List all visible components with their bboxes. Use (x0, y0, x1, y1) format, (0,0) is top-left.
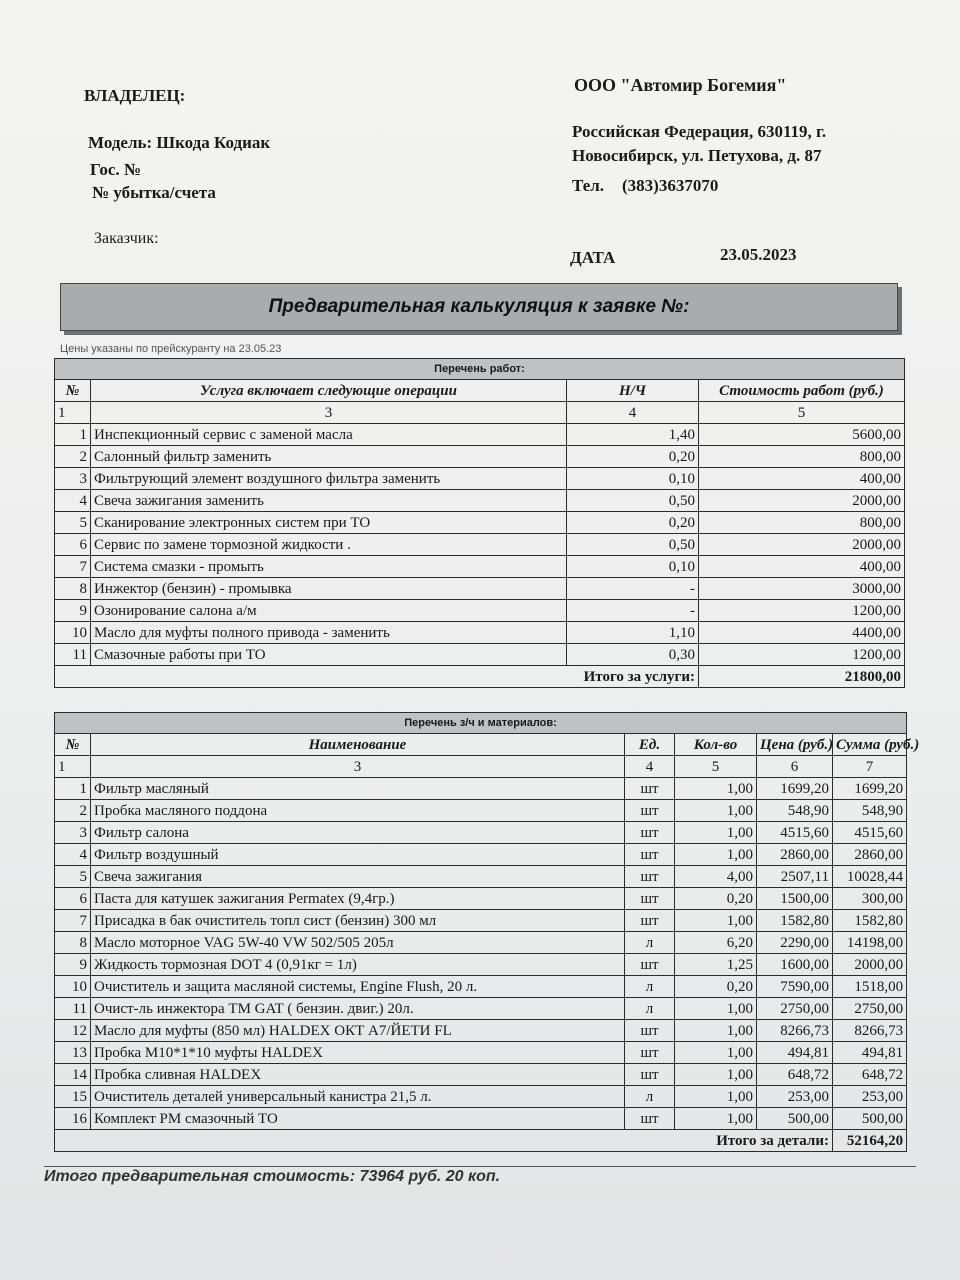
row-number: 9 (55, 600, 91, 622)
part-name: Пробка сливная HALDEX (91, 1064, 625, 1086)
parts-row (55, 822, 907, 844)
unit: шт (625, 910, 675, 932)
row-number: 12 (55, 1020, 91, 1042)
grand-total: Итого предварительная стоимость: 73964 руб. 20 коп. (44, 1168, 501, 1185)
quantity: 1,00 (675, 844, 757, 866)
unit-price: 2750,00 (757, 998, 833, 1020)
row-number: 8 (55, 578, 91, 600)
company-phone-label: Тел. (572, 176, 605, 195)
quantity: 1,00 (675, 910, 757, 932)
parts-row (55, 778, 907, 800)
operation-name: Сканирование электронных систем при ТО (91, 512, 567, 534)
norm-hours: 0,20 (567, 512, 699, 534)
operation-name: Инспекционный сервис с заменой масла (91, 424, 567, 446)
unit: шт (625, 1020, 675, 1042)
parts-row (55, 1064, 907, 1086)
works-row (55, 556, 905, 578)
quantity: 1,00 (675, 1064, 757, 1086)
parts-row (55, 976, 907, 998)
row-number: 6 (55, 888, 91, 910)
operation-name: Фильтрующий элемент воздушного фильтра заменить (91, 468, 567, 490)
line-sum: 10028,44 (833, 866, 907, 888)
document-title-banner (60, 283, 898, 331)
unit-price: 4515,60 (757, 822, 833, 844)
car-model: Модель: Шкода Кодиак (88, 133, 271, 152)
quantity: 0,20 (675, 976, 757, 998)
unit: шт (625, 800, 675, 822)
line-sum: 2860,00 (833, 844, 907, 866)
row-number: 13 (55, 1042, 91, 1064)
unit-price: 500,00 (757, 1108, 833, 1130)
norm-hours: 0,20 (567, 446, 699, 468)
parts-row (55, 932, 907, 954)
parts-index-cell: 6 (757, 756, 833, 778)
works-total-label: Итого за услуги: (55, 666, 699, 688)
unit: л (625, 976, 675, 998)
work-cost: 1200,00 (699, 644, 905, 666)
operation-name: Сервис по замене тормозной жидкости . (91, 534, 567, 556)
works-index-cell: 5 (699, 402, 905, 424)
parts-row (55, 910, 907, 932)
works-index-cell: 3 (91, 402, 567, 424)
works-caption: Перечень работ: (55, 359, 905, 380)
works-header-no: № (55, 380, 91, 402)
price-note: Цены указаны по прейскуранту на 23.05.23 (60, 343, 282, 355)
document-title: Предварительная калькуляция к заявке №: (268, 296, 690, 317)
row-number: 4 (55, 490, 91, 512)
parts-row (55, 800, 907, 822)
work-cost: 400,00 (699, 468, 905, 490)
work-cost: 800,00 (699, 446, 905, 468)
part-name: Фильтр салона (91, 822, 625, 844)
works-row (55, 490, 905, 512)
quantity: 1,00 (675, 822, 757, 844)
parts-index-cell: 3 (91, 756, 625, 778)
works-total-value: 21800,00 (699, 666, 905, 688)
part-name: Свеча зажигания (91, 866, 625, 888)
works-row (55, 424, 905, 446)
parts-table (54, 712, 920, 1152)
part-name: Фильтр масляный (91, 778, 625, 800)
unit-price: 2290,00 (757, 932, 833, 954)
parts-index-cell: 4 (625, 756, 675, 778)
row-number: 10 (55, 622, 91, 644)
unit-price: 7590,00 (757, 976, 833, 998)
works-row (55, 534, 905, 556)
unit-price: 2507,11 (757, 866, 833, 888)
row-number: 2 (55, 800, 91, 822)
parts-index-row (55, 756, 907, 778)
part-name: Масло моторное VAG 5W-40 VW 502/505 205л (91, 932, 625, 954)
parts-caption: Перечень з/ч и материалов: (55, 713, 907, 734)
operation-name: Салонный фильтр заменить (91, 446, 567, 468)
part-name: Очист-ль инжектора TM GAT ( бензин. двиг.) 20л. (91, 998, 625, 1020)
row-number: 5 (55, 866, 91, 888)
unit-price: 1600,00 (757, 954, 833, 976)
parts-total-row (55, 1130, 907, 1152)
parts-header-qty: Кол-во (675, 734, 757, 756)
parts-total-label: Итого за детали: (55, 1130, 833, 1152)
company-name: ООО "Автомир Богемия" (574, 75, 787, 95)
line-sum: 1699,20 (833, 778, 907, 800)
quantity: 4,00 (675, 866, 757, 888)
norm-hours: 1,10 (567, 622, 699, 644)
row-number: 3 (55, 468, 91, 490)
works-caption-row (55, 359, 905, 380)
parts-row (55, 1086, 907, 1108)
works-row (55, 644, 905, 666)
parts-header-unit: Ед. (625, 734, 675, 756)
parts-index-cell: 7 (833, 756, 907, 778)
unit: л (625, 932, 675, 954)
row-number: 1 (55, 424, 91, 446)
quantity: 1,00 (675, 1042, 757, 1064)
part-name: Жидкость тормозная DOT 4 (0,91кг = 1л) (91, 954, 625, 976)
part-name: Фильтр воздушный (91, 844, 625, 866)
row-number: 11 (55, 998, 91, 1020)
part-name: Паста для катушек зажигания Permatex (9,4гр.) (91, 888, 625, 910)
quantity: 1,00 (675, 1108, 757, 1130)
unit-price: 253,00 (757, 1086, 833, 1108)
part-name: Очиститель и защита масляной системы, Engine Flush, 20 л. (91, 976, 625, 998)
parts-row (55, 1020, 907, 1042)
part-name: Комплект РМ смазочный ТО (91, 1108, 625, 1130)
line-sum: 1518,00 (833, 976, 907, 998)
unit: шт (625, 822, 675, 844)
norm-hours: 0,50 (567, 490, 699, 512)
works-header-operation: Услуга включает следующие операции (91, 380, 567, 402)
norm-hours: 0,10 (567, 556, 699, 578)
operation-name: Смазочные работы при ТО (91, 644, 567, 666)
quantity: 1,25 (675, 954, 757, 976)
norm-hours: 0,10 (567, 468, 699, 490)
quantity: 0,20 (675, 888, 757, 910)
unit-price: 1582,80 (757, 910, 833, 932)
norm-hours: 0,30 (567, 644, 699, 666)
quantity: 1,00 (675, 998, 757, 1020)
operation-name: Система смазки - промыть (91, 556, 567, 578)
parts-row (55, 998, 907, 1020)
operation-name: Озонирование салона а/м (91, 600, 567, 622)
unit: шт (625, 778, 675, 800)
works-row (55, 468, 905, 490)
row-number: 6 (55, 534, 91, 556)
unit-price: 1500,00 (757, 888, 833, 910)
unit: шт (625, 866, 675, 888)
registration-number-label: Гос. № (90, 160, 141, 179)
part-name: Очиститель деталей универсальный канистра 21,5 л. (91, 1086, 625, 1108)
customer-label: Заказчик: (94, 230, 159, 247)
row-number: 7 (55, 556, 91, 578)
line-sum: 648,72 (833, 1064, 907, 1086)
unit: л (625, 998, 675, 1020)
date-label: ДАТА (570, 248, 616, 267)
works-row (55, 512, 905, 534)
company-phone: (383)3637070 (622, 176, 719, 195)
parts-header-no: № (55, 734, 91, 756)
line-sum: 1582,80 (833, 910, 907, 932)
unit: шт (625, 1064, 675, 1086)
norm-hours: 0,50 (567, 534, 699, 556)
part-name: Присадка в бак очиститель топл сист (бензин) 300 мл (91, 910, 625, 932)
work-cost: 800,00 (699, 512, 905, 534)
unit-price: 8266,73 (757, 1020, 833, 1042)
parts-total-value: 52164,20 (833, 1130, 907, 1152)
parts-row (55, 888, 907, 910)
parts-header-sum: Сумма (руб.) (833, 734, 907, 756)
unit: шт (625, 954, 675, 976)
line-sum: 500,00 (833, 1108, 907, 1130)
quantity: 1,00 (675, 1086, 757, 1108)
works-index-cell: 1 (55, 402, 91, 424)
row-number: 11 (55, 644, 91, 666)
parts-index-cell: 1 (55, 756, 91, 778)
owner-label: ВЛАДЕЛЕЦ: (84, 86, 186, 105)
quantity: 1,00 (675, 1020, 757, 1042)
row-number: 7 (55, 910, 91, 932)
parts-index-cell: 5 (675, 756, 757, 778)
operation-name: Инжектор (бензин) - промывка (91, 578, 567, 600)
row-number: 8 (55, 932, 91, 954)
document-date: 23.05.2023 (720, 245, 797, 264)
work-cost: 2000,00 (699, 490, 905, 512)
line-sum: 8266,73 (833, 1020, 907, 1042)
works-table (54, 358, 905, 688)
norm-hours: - (567, 600, 699, 622)
works-header-cost: Стоимость работ (руб.) (699, 380, 905, 402)
line-sum: 2000,00 (833, 954, 907, 976)
works-row (55, 622, 905, 644)
line-sum: 14198,00 (833, 932, 907, 954)
parts-row (55, 866, 907, 888)
part-name: Масло для муфты (850 мл) HALDEX ОКТ А7/ЙЕТИ FL (91, 1020, 625, 1042)
row-number: 1 (55, 778, 91, 800)
norm-hours: - (567, 578, 699, 600)
unit-price: 1699,20 (757, 778, 833, 800)
line-sum: 494,81 (833, 1042, 907, 1064)
works-index-cell: 4 (567, 402, 699, 424)
company-address-line1: Российская Федерация, 630119, г. (572, 122, 827, 141)
works-header-hours: Н/Ч (567, 380, 699, 402)
works-row (55, 600, 905, 622)
unit: шт (625, 888, 675, 910)
quantity: 1,00 (675, 800, 757, 822)
part-name: Пробка масляного поддона (91, 800, 625, 822)
parts-caption-row (55, 713, 907, 734)
row-number: 9 (55, 954, 91, 976)
work-cost: 3000,00 (699, 578, 905, 600)
company-address-line2: Новосибирск, ул. Петухова, д. 87 (572, 146, 822, 165)
operation-name: Масло для муфты полного привода - заменить (91, 622, 567, 644)
work-cost: 4400,00 (699, 622, 905, 644)
unit-price: 494,81 (757, 1042, 833, 1064)
unit: шт (625, 1108, 675, 1130)
page-bottom-rule (44, 1166, 916, 1167)
line-sum: 4515,60 (833, 822, 907, 844)
row-number: 16 (55, 1108, 91, 1130)
quantity: 6,20 (675, 932, 757, 954)
parts-row (55, 844, 907, 866)
parts-row (55, 1108, 907, 1130)
row-number: 15 (55, 1086, 91, 1108)
unit: шт (625, 844, 675, 866)
line-sum: 548,90 (833, 800, 907, 822)
parts-header-name: Наименование (91, 734, 625, 756)
work-cost: 400,00 (699, 556, 905, 578)
parts-row (55, 1042, 907, 1064)
claim-invoice-label: № убытка/счета (92, 183, 216, 202)
row-number: 14 (55, 1064, 91, 1086)
work-cost: 5600,00 (699, 424, 905, 446)
work-cost: 2000,00 (699, 534, 905, 556)
part-name: Пробка М10*1*10 муфты HALDEX (91, 1042, 625, 1064)
unit-price: 548,90 (757, 800, 833, 822)
works-row (55, 578, 905, 600)
works-header-row (55, 380, 905, 402)
line-sum: 300,00 (833, 888, 907, 910)
works-index-row (55, 402, 905, 424)
line-sum: 253,00 (833, 1086, 907, 1108)
row-number: 10 (55, 976, 91, 998)
unit: шт (625, 1042, 675, 1064)
row-number: 2 (55, 446, 91, 468)
unit-price: 2860,00 (757, 844, 833, 866)
parts-header-price: Цена (руб.) (757, 734, 833, 756)
row-number: 5 (55, 512, 91, 534)
unit-price: 648,72 (757, 1064, 833, 1086)
works-total-row (55, 666, 905, 688)
works-row (55, 446, 905, 468)
row-number: 4 (55, 844, 91, 866)
row-number: 3 (55, 822, 91, 844)
operation-name: Свеча зажигания заменить (91, 490, 567, 512)
parts-header-row (55, 734, 907, 756)
line-sum: 2750,00 (833, 998, 907, 1020)
quantity: 1,00 (675, 778, 757, 800)
parts-row (55, 954, 907, 976)
unit: л (625, 1086, 675, 1108)
work-cost: 1200,00 (699, 600, 905, 622)
norm-hours: 1,40 (567, 424, 699, 446)
